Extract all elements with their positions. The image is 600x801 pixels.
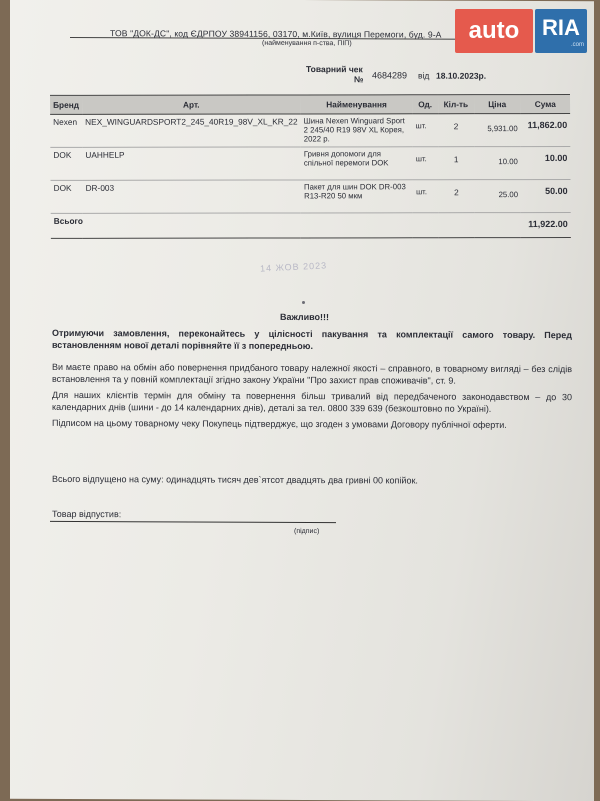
cell-qty: 2 [438,180,474,213]
col-brand: Бренд [50,95,82,114]
receipt-number-label: № [354,74,364,85]
logo-com-text: .com [571,42,585,48]
cell-brand: DOK [51,180,83,213]
cell-sum: 50.00 [521,179,571,212]
company-line: ТОВ "ДОК-ДС", код ЄДРПОУ 38941156, 03170, м.Київ, вулиця Перемоги, буд. 9-А [110,28,442,40]
table-header-row [50,94,570,114]
released-by-label: Товар відпустив: [52,508,122,520]
cell-art: NEX_WINGUARDSPORT2_245_40R19_98V_XL_KR_22 [82,114,301,147]
autoria-watermark-logo [455,9,588,55]
cell-name: Шина Nexen Winguard Sport 2 245/40 R19 98V XL Корея, 2022 р. [301,114,413,147]
date-stamp: 14 ЖОВ 2023 [259,260,328,274]
col-name: Найменування [300,95,412,114]
cell-unit: шт. [413,114,438,147]
cell-price: 25.00 [474,180,521,213]
receipt-number: 4684289 [372,70,408,81]
company-caption: (найменування п-ства, ПІП) [262,39,352,48]
cell-qty: 1 [438,147,474,180]
ink-dot [302,301,305,304]
notice-title: Важливо!!! [280,311,330,323]
cell-name: Пакет для шин DOK DR-003 R13-R20 50 мкм [301,180,413,213]
cell-brand: Nexen [50,114,82,147]
notice-paragraph-rights: Ви маєте право на обмін або повернення придбаного товару належної якості – справного, в товарному вигляді – без слідів встановлення та у повній комплектації згідно закону України "Про захист прав споживачів", ст. 9. [52,361,572,386]
table-row [51,179,571,213]
signature-line [50,521,336,523]
col-sum: Сума [520,94,570,113]
notice-paragraph-offer: Підписом на цьому товарному чеку Покупець підтверджує, що згоден з умовами Договору публічної оферти. [52,417,507,430]
receipt-paper [10,0,594,801]
logo-auto-text: auto [455,9,533,53]
items-table [50,94,571,230]
notice-paragraph-terms: Для наших клієнтів термін для обміну та повернення більш тривалий від передбаченого законодавством – до 30 календарних днів (шини - до 14 календарних днів), деталі за тел. 0800 339 639 (безкоштовно по Україні). [52,389,572,414]
cell-brand: DOK [50,147,82,180]
table-row [50,113,570,147]
logo-ria-text: RIA [535,9,587,53]
total-value: 11,922.00 [521,212,571,237]
col-price: Ціна [474,95,521,114]
total-row [51,212,571,238]
receipt-date: 18.10.2023р. [436,70,487,81]
cell-name: Гривня допомоги для спільної перемоги DOK [301,147,413,180]
notice-paragraph-check: Отримуючи замовлення, переконайтесь у цілісності пакування та комплектації самого товару. Перед встановленням нової деталі порівняйте її з попередньою. [52,327,572,352]
cell-qty: 2 [438,114,474,147]
signature-caption: (підпис) [294,527,320,536]
cell-sum: 10.00 [521,146,571,179]
released-sum-line: Всього відпущено на суму: одинадцять тисяч дев`ятсот двадцять два гривні 00 копійок. [52,473,418,486]
cell-art: DR-003 [83,180,302,213]
receipt-title: Товарний чек [306,64,363,75]
receipt-meta [306,64,487,85]
col-qty: Кіл-ть [438,95,474,114]
cell-unit: шт. [413,147,438,180]
cell-price: 10.00 [474,147,521,180]
table-row [50,146,570,180]
total-label: Всього [51,213,522,239]
receipt-from-label: від [418,70,430,81]
col-art: Арт. [82,95,301,114]
cell-sum: 11,862.00 [521,113,571,146]
cell-art: UAHHELP [82,147,301,180]
cell-unit: шт. [413,180,438,213]
cell-price: 5,931.00 [474,114,521,147]
col-unit: Од. [412,95,437,114]
